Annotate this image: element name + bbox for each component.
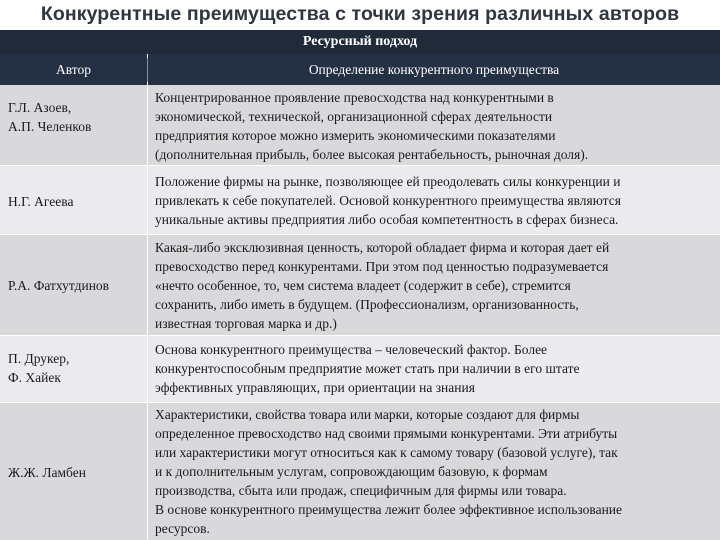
definition-line: производства, сбыта или продаж, специфичным для фирмы или товара. [155,483,567,498]
definition-line: конкурентоспособным предприятие может стать при наличии в его штате [155,361,580,376]
author-cell [8,192,144,211]
definition-line: В основе конкурентного преимущества лежит более эффективное использование [155,502,623,517]
definition-line: Какая-либо эксклюзивная ценность, которой обладает фирма и которая дает ей [155,240,610,255]
author-line: А.П. Челенков [8,119,92,134]
definition-line: и к дополнительным услугам, сопровождающим базовую, к формам [155,464,548,479]
definition-cell [155,238,718,333]
definition-line: известная торговая марка и др.) [155,316,337,331]
author-line: Г.Л. Азоев, [8,100,72,115]
definition-line: привлекать к себе покупателей. Основой конкурентного преимущества являются [155,193,621,208]
table-row [0,235,720,335]
definition-line: экономической, технической, организационной сферах деятельности [155,109,553,124]
definition-line: определенное превосходство над своими прямыми конкурентами. Эти атрибуты [155,426,618,441]
column-divider [147,85,148,540]
author-line: Ж.Ж. Ламбен [8,465,86,480]
page-title: Конкурентные преимущества с точки зрения различных авторов [40,3,680,25]
definition-cell [155,88,718,164]
definition-line: Положение фирмы на рынке, позволяющее ей преодолевать силы конкуренции и [155,174,621,189]
definition-line: Характеристики, свойства товара или марки, которые создают для фирмы [155,407,580,422]
table-row [0,166,720,234]
author-line: Н.Г. Агеева [8,194,74,209]
table-row [0,336,720,402]
author-line: Ф. Хайек [8,370,61,385]
definition-line: сохранить, либо иметь в будущем. (Профессионализм, организованность, [155,297,579,312]
definition-line: ресурсов. [155,521,210,536]
definition-cell [155,340,718,397]
author-cell [8,98,144,136]
definition-cell [155,172,718,229]
definition-line: (дополнительная прибыль, более высокая рентабельность, рыночная доля). [155,147,589,162]
definition-line: или характеристики могут относиться как к самому товару (базовой услуге), так [155,445,618,460]
author-line: Р.А. Фатхутдинов [8,278,110,293]
definition-line: «нечто особенное, то, чем система владеет (содержит в себе), стремится [155,278,571,293]
definition-line: Концентрированное проявление превосходства над конкурентными в [155,90,554,105]
definition-line: эффективных управляющих, при ориентации на знания [155,380,475,395]
column-header-definition: Определение конкурентного преимущества [148,54,720,85]
definition-line: предприятия которое можно измерить экономическими показателями [155,128,556,143]
definition-line: превосходство перед конкурентами. При этом под ценностью подразумевается [155,259,609,274]
author-cell [8,276,144,295]
definition-line: уникальные активы предприятия либо особая компетентность в сферах бизнеса. [155,212,619,227]
table-row [0,403,720,540]
definition-line: Основа конкурентного преимущества – человеческий фактор. Более [155,342,548,357]
section-header: Ресурсный подход [0,30,720,54]
table-row [0,85,720,165]
author-cell [8,349,144,387]
author-line: П. Друкер, [8,351,70,366]
column-header-author: Автор [0,54,147,85]
definition-cell [155,405,718,538]
author-cell [8,463,144,482]
